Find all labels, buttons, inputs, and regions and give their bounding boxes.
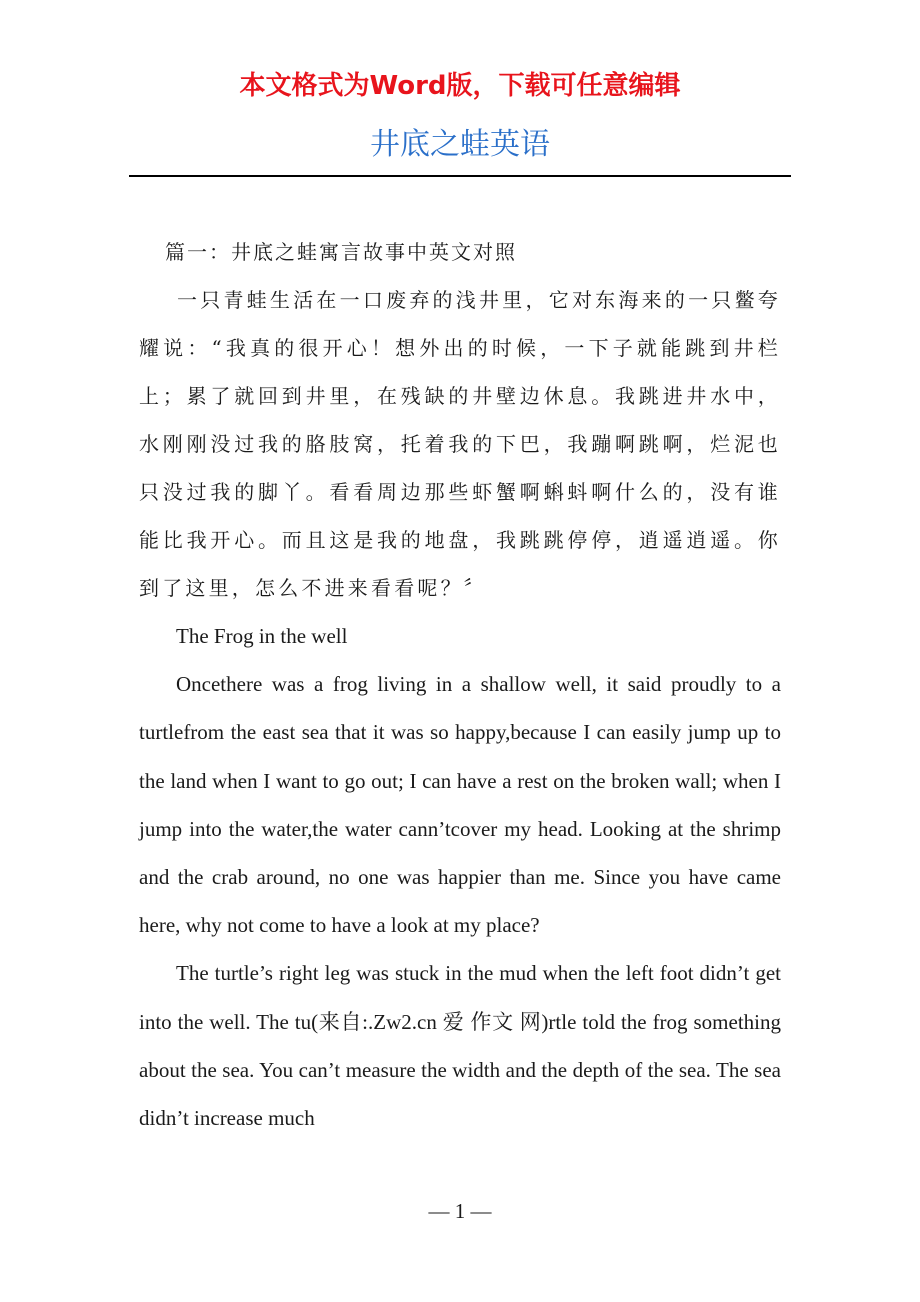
document-title: 井底之蛙英语 — [370, 127, 550, 162]
title-divider — [129, 175, 791, 177]
format-notice: 本文格式为Word版，下载可任意编辑 — [239, 71, 681, 101]
english-paragraph-2: The turtle’s right leg was stuck in the mud when the left foot didn’t get into the well. The tu(来自:.Zw2.cn 爱 作文 网)rtle told the frog something about the sea. You can’t measure the width and the depth of the sea. The sea didn’t increase much — [139, 961, 781, 1131]
english-title: The Frog in the well — [176, 624, 348, 648]
document-body — [139, 228, 781, 1142]
english-paragraph-1: Oncethere was a frog living in a shallow well, it said proudly to a turtlefrom the east sea that it was so happy,because I can easily jump up to the land when I want to go out; I can have a rest on the broken wall; when I jump into the water,the water cann’tcover my head. Looking at the shrimp and the crab around, no one was happier than me. Since you have came here, why not come to have a look at my place? — [139, 672, 781, 938]
chinese-paragraph: 一只青蛙生活在一口废弃的浅井里，它对东海来的一只鳖夸耀说：“我真的很开心！想外出的时候，一下子就能跳到井栏上；累了就回到井里，在残缺的井壁边休息。我跳进井水中，水刚刚没过我的胳肢窝，托着我的下巴，我蹦啊跳啊，烂泥也只没过我的脚丫。看看周边那些虾蟹啊蝌蚪啊什么的，没有谁能比我开心。而且这是我的地盘，我跳跳停停，逍遥逍遥。你到了这里，怎么不进来看看呢？〞 — [139, 288, 781, 600]
section-heading: 篇一：井底之蛙寓言故事中英文对照 — [165, 240, 517, 264]
page-number: — 1 — — [428, 1199, 492, 1223]
